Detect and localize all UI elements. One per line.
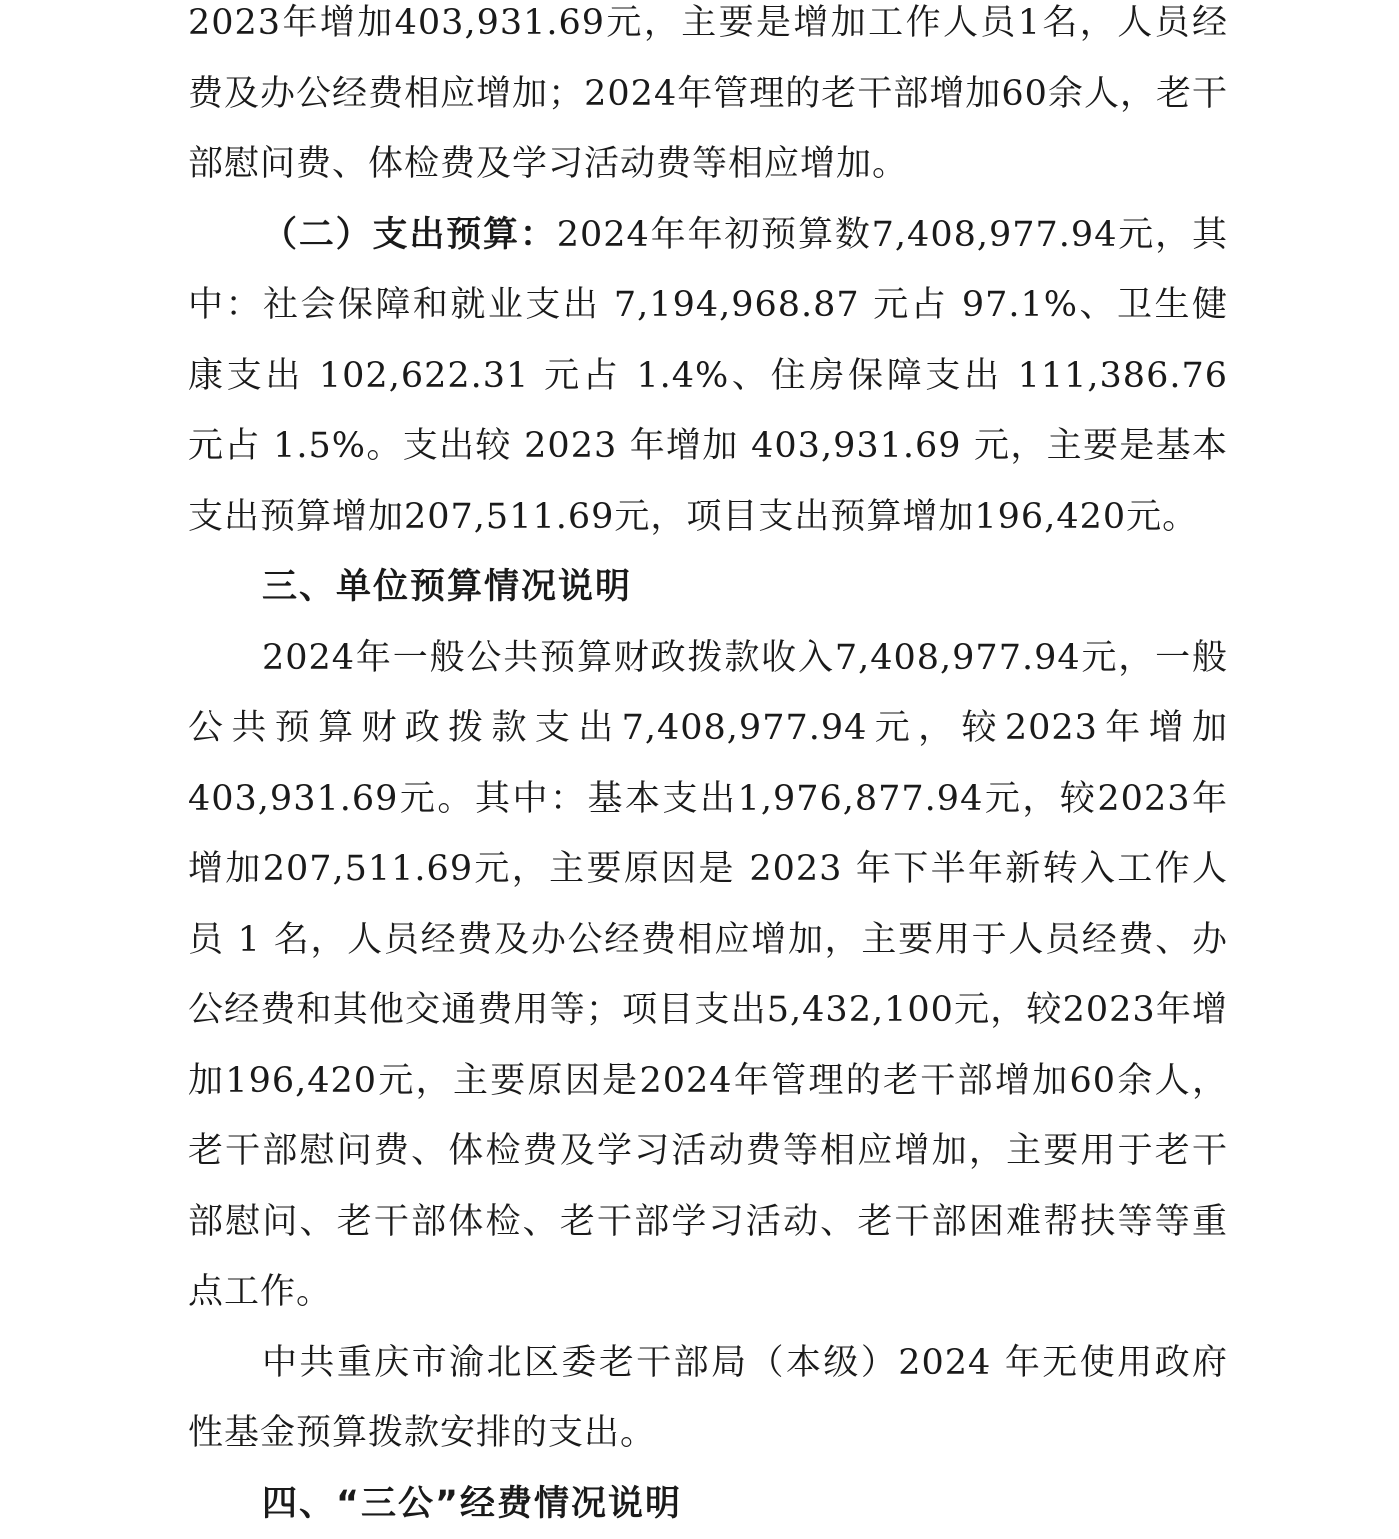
paragraph-government-fund: 中共重庆市渝北区委老干部局（本级）2024 年无使用政府性基金预算拨款安排的支出。 (188, 1328, 1228, 1469)
document-body (188, 0, 1228, 1539)
expenditure-budget-text: 2024年年初预算数7,408,977.94元，其中：社会保障和就业支出 7,194,968.87 元占 97.1%、卫生健康支出 102,622.31 元占 1.4%、住房保障支出 111,386.76 元占 1.5%。支出较 2023 年增加 403,931.69 元，主要是基本支出预算增加207,511.69元，项目支出预算增加196,420元。 (188, 215, 1228, 537)
section-heading-3: 三、单位预算情况说明 (188, 552, 1228, 623)
paragraph-expenditure-budget (188, 200, 1228, 553)
expenditure-budget-label: （二）支出预算： (262, 214, 557, 255)
section-heading-4: 四、“三公”经费情况说明 (188, 1469, 1228, 1539)
paragraph-income-continuation: 2023年增加403,931.69元，主要是增加工作人员1名，人员经费及办公经费相应增加；2024年管理的老干部增加60余人，老干部慰问费、体检费及学习活动费等相应增加。 (188, 0, 1228, 200)
paragraph-unit-budget: 2024年一般公共预算财政拨款收入7,408,977.94元，一般公共预算财政拨款支出7,408,977.94元，较2023年增加403,931.69元。其中：基本支出1,976,877.94元，较2023年增加207,511.69元，主要原因是 2023 年下半年新转入工作人员 1 名，人员经费及办公经费相应增加，主要用于人员经费、办公经费和其他交通费用等；项目支出5,432,100元，较2023年增加196,420元，主要原因是2024年管理的老干部增加60余人，老干部慰问费、体检费及学习活动费等相应增加，主要用于老干部慰问、老干部体检、老干部学习活动、老干部困难帮扶等等重点工作。 (188, 623, 1228, 1328)
